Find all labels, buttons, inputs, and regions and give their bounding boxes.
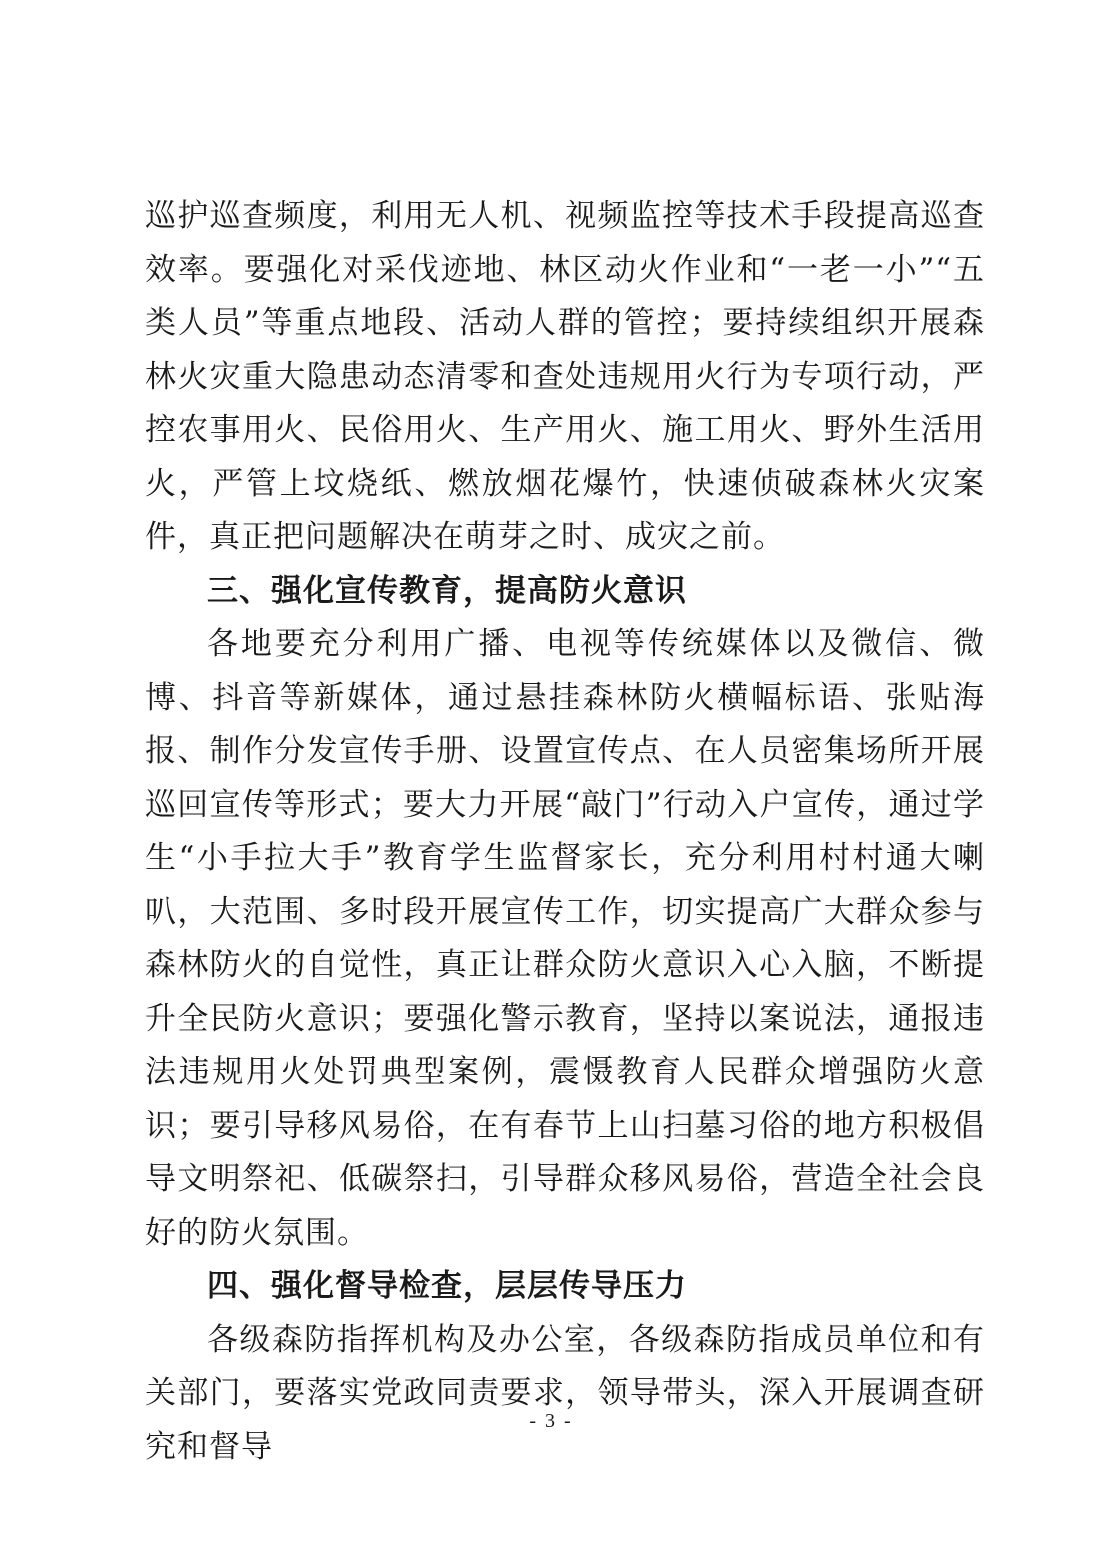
paragraph-continued: 巡护巡查频度，利用无人机、视频监控等技术手段提高巡查效率。要强化对采伐迹地、林区动火作业和“一老一小”“五类人员”等重点地段、活动人群的管控；要持续组织开展森林火灾重大隐患动态清零和查处违规用火行为专项行动，严控农事用火、民俗用火、生产用火、施工用火、野外生活用火，严管上坟烧纸、燃放烟花爆竹，快速侦破森林火灾案件，真正把问题解决在萌芽之时、成灾之前。: [145, 198, 985, 555]
paragraph-supervision: 各级森防指挥机构及办公室，各级森防指成员单位和有关部门，要落实党政同责要求，领导带头，深入开展调查研究和督导: [145, 1321, 985, 1465]
section-heading-3: 三、强化宣传教育，提高防火意识: [207, 572, 687, 609]
page-body: [145, 190, 985, 1474]
page-number: - 3 -: [529, 1410, 573, 1432]
paragraph-publicity: 各地要充分利用广播、电视等传统媒体以及微信、微博、抖音等新媒体，通过悬挂森林防火横幅标语、张贴海报、制作分发宣传手册、设置宣传点、在人员密集场所开展巡回宣传等形式；要大力开展“敲门”行动入户宣传，通过学生“小手拉大手”教育学生监督家长，充分利用村村通大喇叭，大范围、多时段开展宣传工作，切实提高广大群众参与森林防火的自觉性，真正让群众防火意识入心入脑，不断提升全民防火意识；要强化警示教育，坚持以案说法，通报违法违规用火处罚典型案例，震慑教育人民群众增强防火意识；要引导移风易俗，在有春节上山扫墓习俗的地方积极倡导文明祭祀、低碳祭扫，引导群众移风易俗，营造全社会良好的防火氛围。: [145, 626, 985, 1251]
section-heading-4: 四、强化督导检查，层层传导压力: [207, 1268, 687, 1304]
